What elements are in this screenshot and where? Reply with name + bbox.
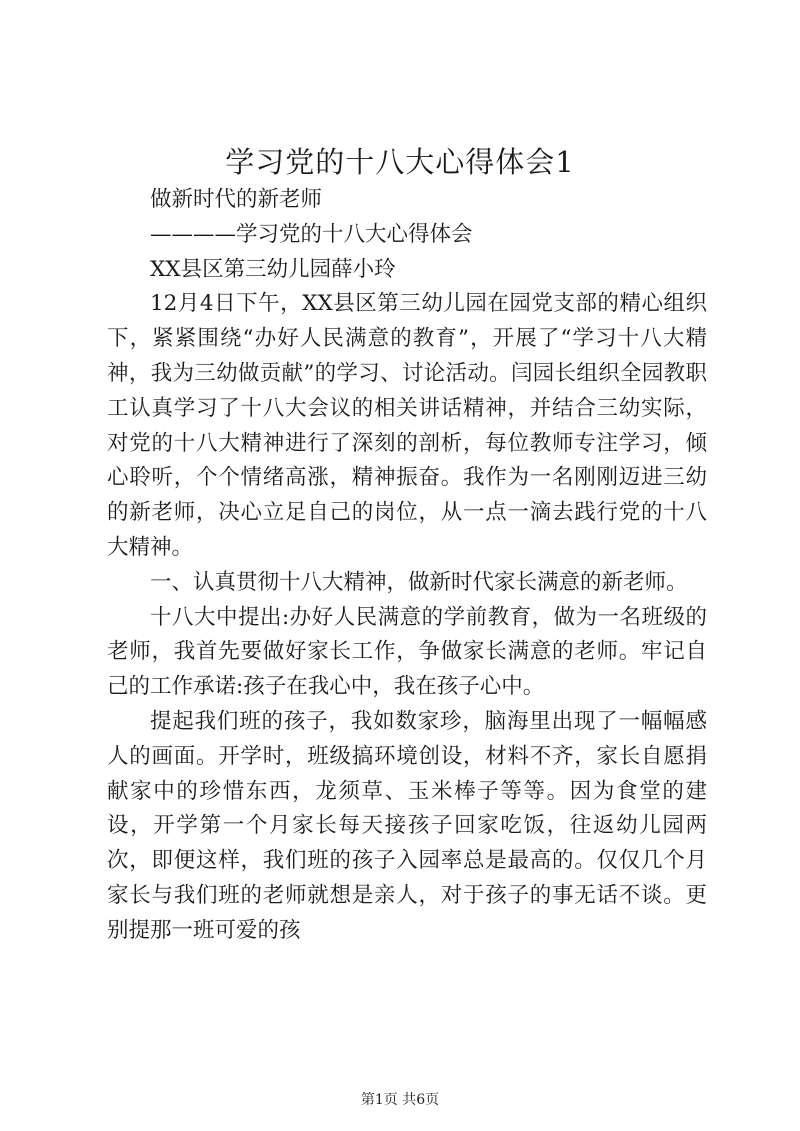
paragraph-body: 十八大中提出:办好人民满意的学前教育，做为一名班级的老师，我首先要做好家长工作，争做家长满意的老师。牢记自己的工作承诺:孩子在我心中，我在孩子心中。: [107, 604, 707, 700]
paragraph-subtitle: 做新时代的新老师: [150, 187, 323, 212]
document-body: [107, 183, 707, 949]
paragraph-author: XX县区第三幼儿园薛小玲: [150, 256, 396, 282]
paragraph-subheading: ————学习党的十八大心得体会: [150, 221, 473, 247]
document-title: 学习党的十八大心得体会1: [225, 145, 575, 179]
paragraph-section-heading: 一、认真贯彻十八大精神，做新时代家长满意的新老师。: [150, 569, 688, 595]
page-number-footer: 第1页 共6页: [360, 1092, 440, 1108]
paragraph-intro: 12月4日下午，XX县区第三幼儿园在园党支部的精心组织下，紧紧围绕“办好人民满意的教育”，开展了“学习十八大精神，我为三幼做贡献”的学习、讨论活动。闫园长组织全园教职工认真学习了十八大会议的相关讲话精神，并结合三幼实际，对党的十八大精神进行了深刻的剖析，每位教师专注学习，倾心聆听，个个情绪高涨，精神振奋。我作为一名刚刚迈进三幼的新老师，决心立足自己的岗位，从一点一滴去践行党的十八大精神。: [107, 291, 707, 560]
paragraph-body: 提起我们班的孩子，我如数家珍，脑海里出现了一幅幅感人的画面。开学时，班级搞环境创设，材料不齐，家长自愿捐献家中的珍惜东西，龙须草、玉米棒子等等。因为食堂的建设，开学第一个月家长每天接孩子回家吃饭，往返幼儿园两次，即便这样，我们班的孩子入园率总是最高的。仅仅几个月家长与我们班的老师就想是亲人，对于孩子的事无话不谈。更别提那一班可爱的孩: [107, 708, 707, 943]
